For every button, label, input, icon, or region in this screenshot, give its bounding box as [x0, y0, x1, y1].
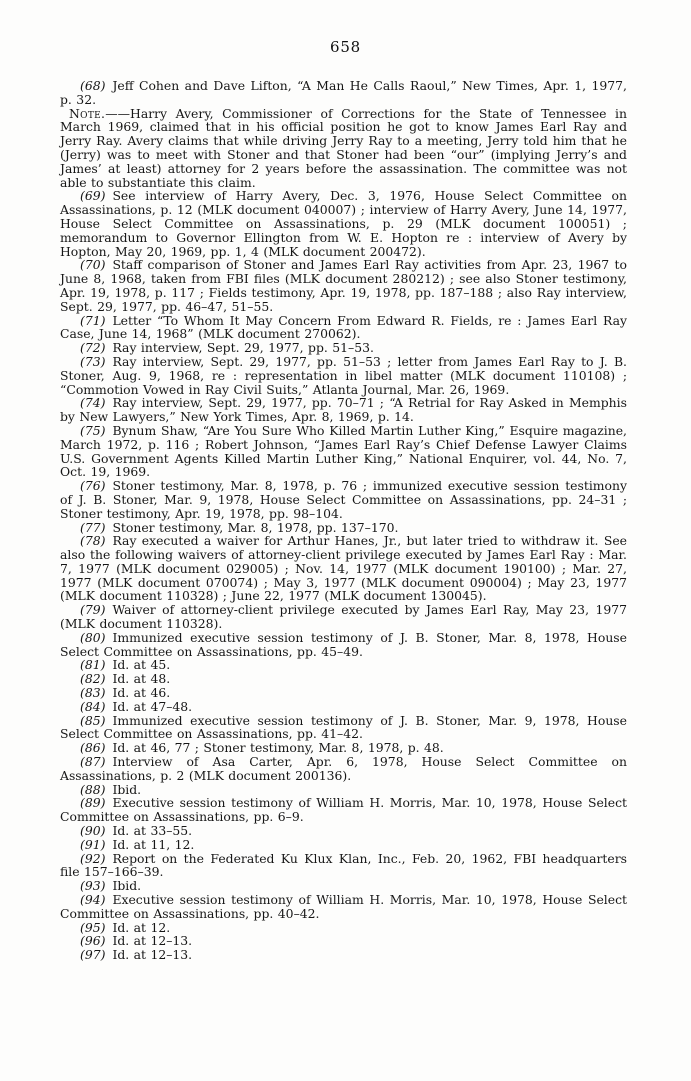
- page-number: 658: [329, 38, 362, 56]
- footnote-94: [60, 893, 627, 921]
- footnote-92: [60, 852, 627, 880]
- footnote-text: Ray executed a waiver for Arthur Hanes, Jr., but later tried to withdraw it. See also the following waivers of attorney-client privilege executed by James Earl Ray : Mar. 7, 1977 (MLK document 029005) ; Nov. 14, 1977 (MLK document 190100) ; Mar. 27, 1977 (MLK document 070074) ; May 3, 1977 (MLK document 090004) ; May 23, 1977 (MLK document 110328) ; June 22, 1977 (MLK document 130045).: [60, 533, 627, 604]
- footnote-text: Ibid.: [112, 878, 142, 894]
- footnote-text: Id. at 45.: [112, 657, 171, 673]
- footnote-text: Executive session testimony of William H. Morris, Mar. 10, 1978, House Select Committee on Assassinations, pp. 6–9.: [60, 795, 627, 825]
- footnote-85: [60, 714, 627, 742]
- footnote-number: (96): [80, 933, 106, 949]
- footnote-text: See interview of Harry Avery, Dec. 3, 1976, House Select Committee on Assassinations, p. 12 (MLK document 040007) ; interview of Harry Avery, June 14, 1977, House Select Committee on Assassinations, p. 29 (MLK document 100051) ; memorandum to Governor Ellington from W. E. Hopton re : interview of Avery by Hopton, May 20, 1969, pp. 1, 4 (MLK document 200472).: [60, 188, 627, 259]
- footnote-77: [60, 521, 627, 535]
- footnote-96: [60, 934, 627, 948]
- footnote-83: [60, 686, 627, 700]
- footnote-text: Id. at 48.: [112, 671, 171, 687]
- footnote-text: Staff comparison of Stoner and James Earl Ray activities from Apr. 23, 1967 to June 8, 1968, taken from FBI files (MLK document 280212) ; see also Stoner testimony, Apr. 19, 1978, p. 117 ; Fields testimony, Apr. 19, 1978, pp. 187–188 ; also Ray interview, Sept. 29, 1977, pp. 46–47, 51–55.: [60, 257, 627, 314]
- footnote-number: (94): [80, 892, 106, 908]
- footnote-text: Id. at 46.: [112, 685, 171, 701]
- footnote-84: [60, 700, 627, 714]
- footnote-text: Id. at 12–13.: [112, 933, 193, 949]
- footnote-72: [60, 341, 627, 355]
- footnote-number: (77): [80, 519, 106, 535]
- footnote-text: Letter “To Whom It May Concern From Edward R. Fields, re : James Earl Ray Case, June 14, 1968” (MLK document 270062).: [60, 312, 627, 342]
- footnote-90: [60, 824, 627, 838]
- footnote-text: Stoner testimony, Mar. 8, 1978, pp. 137–170.: [112, 519, 399, 535]
- footnote-number: (80): [80, 629, 106, 645]
- footnote-text: Ray interview, Sept. 29, 1977, pp. 70–71 ; “A Retrial for Ray Asked in Memphis by New Lawyers,” New York Times, Apr. 8, 1969, p. 14.: [60, 395, 627, 425]
- footnote-text: Executive session testimony of William H. Morris, Mar. 10, 1978, House Select Committee on Assassinations, pp. 40–42.: [60, 892, 627, 921]
- footnote-number: (79): [80, 602, 106, 618]
- footnote-text: Ibid.: [112, 781, 142, 797]
- footnote-93: [60, 879, 627, 893]
- footnote-73: [60, 355, 627, 396]
- footnote-number: (86): [80, 740, 106, 756]
- footnote-text: Interview of Asa Carter, Apr. 6, 1978, House Select Committee on Assassinations, p. 2 (MLK document 200136).: [60, 754, 627, 783]
- footnote-text: Id. at 12–13.: [112, 947, 193, 963]
- footnote-text: Bynum Shaw, “Are You Sure Who Killed Martin Luther King,” Esquire magazine, March 1972, p. 116 ; Robert Johnson, “James Earl Ray’s Chief Defense Lawyer Claims U.S. Government Agents Killed Martin Luther King,” National Enquirer, vol. 44, No. 7, Oct. 19, 1969.: [60, 422, 627, 480]
- footnote-68: [60, 79, 627, 107]
- footnote-69: [60, 189, 627, 258]
- footnote-number: (68): [80, 78, 106, 93]
- footnote-86: [60, 741, 627, 755]
- footnote-75: [60, 424, 627, 479]
- footnote-number: (83): [80, 685, 106, 701]
- footnote-number: (88): [80, 781, 106, 797]
- footnote-number: (95): [80, 919, 106, 935]
- footnote-number: (74): [80, 395, 106, 411]
- footnote-number: (71): [80, 312, 106, 328]
- footnote-89: [60, 796, 627, 824]
- footnote-text: Immunized executive session testimony of J. B. Stoner, Mar. 8, 1978, House Select Committee on Assassinations, pp. 45–49.: [60, 629, 627, 659]
- footnote-80: [60, 631, 627, 659]
- footnote-number: (84): [80, 698, 106, 714]
- footnote-number: (78): [80, 533, 106, 549]
- footnote-number: (92): [80, 850, 106, 866]
- footnote-71: [60, 314, 627, 342]
- footnote-number: (87): [80, 754, 106, 770]
- footnote-number: (93): [80, 878, 106, 894]
- footnote-number: (82): [80, 671, 106, 687]
- footnote-text: Id. at 33–55.: [112, 823, 193, 839]
- footnote-number: (91): [80, 836, 106, 852]
- footnote-number: (90): [80, 823, 106, 839]
- footnote-81: [60, 658, 627, 672]
- footnote-number: (97): [80, 947, 106, 963]
- footnote-74: [60, 396, 627, 424]
- footnote-number: (81): [80, 657, 106, 673]
- footnote-87: [60, 755, 627, 783]
- footnote-number: (73): [80, 353, 106, 369]
- footnote-text: Waiver of attorney-client privilege executed by James Earl Ray, May 23, 1977 (MLK document 110328).: [60, 602, 627, 632]
- footnote-79: [60, 603, 627, 631]
- footnote-text: Report on the Federated Ku Klux Klan, Inc., Feb. 20, 1962, FBI headquarters file 157–166–39.: [60, 850, 627, 880]
- footnote-text: Jeff Cohen and Dave Lifton, “A Man He Calls Raoul,” New Times, Apr. 1, 1977, p. 32.: [60, 78, 627, 107]
- footnote-number: (75): [80, 422, 106, 438]
- footnote-text: Id. at 46, 77 ; Stoner testimony, Mar. 8, 1978, p. 48.: [112, 740, 444, 756]
- footnote-text: Immunized executive session testimony of J. B. Stoner, Mar. 9, 1978, House Select Committee on Assassinations, pp. 41–42.: [60, 712, 627, 742]
- footnote-91: [60, 838, 627, 852]
- footnote-number: (69): [80, 188, 106, 204]
- footnote-95: [60, 921, 627, 935]
- note-label: Note.: [69, 105, 106, 121]
- footnote-number: (85): [80, 712, 106, 728]
- footnotes-list: [60, 79, 627, 962]
- footnote-78: [60, 534, 627, 603]
- footnote-text: Ray interview, Sept. 29, 1977, pp. 51–53 ; letter from James Earl Ray to J. B. Stoner, Aug. 9, 1968, re : representation in libel matter (MLK document 110108) ; “Commotion Vowed in Ray Civil Suits,” Atlanta Journal, Mar. 26, 1969.: [60, 353, 627, 397]
- footnote-text: Id. at 47–48.: [112, 698, 193, 714]
- footnote-82: [60, 672, 627, 686]
- footnote-76: [60, 479, 627, 520]
- footnote-88: [60, 783, 627, 797]
- footnote-97: [60, 948, 627, 962]
- footnote-70: [60, 258, 627, 313]
- note-text: ——Harry Avery, Commissioner of Corrections for the State of Tennessee in March 1969, claimed that in his official position he got to know James Earl Ray and Jerry Ray. Avery claims that while driving Jerry Ray to a meeting, Jerry told him that he (Jerry) was to meet with Stoner and that Stoner had been “our” (implying Jerry’s and James’ at least) attorney for 2 years before the assassination. The committee was not able to substantiate this claim.: [60, 105, 627, 190]
- footnote-text: Stoner testimony, Mar. 8, 1978, p. 76 ; immunized executive session testimony of J. B. Stoner, Mar. 9, 1978, House Select Committee on Assassinations, pp. 24–31 ; Stoner testimony, Apr. 19, 1978, pp. 98–104.: [60, 478, 627, 521]
- footnote-number: (70): [80, 257, 106, 273]
- footnote-number: (89): [80, 795, 106, 811]
- footnote-text: Id. at 11, 12.: [112, 836, 195, 852]
- footnote-text: Id. at 12.: [112, 919, 171, 935]
- footnote-text: Ray interview, Sept. 29, 1977, pp. 51–53.: [112, 340, 374, 356]
- footnote-number: (76): [80, 478, 106, 494]
- footnote-number: (72): [80, 340, 106, 356]
- note-paragraph: [60, 107, 627, 190]
